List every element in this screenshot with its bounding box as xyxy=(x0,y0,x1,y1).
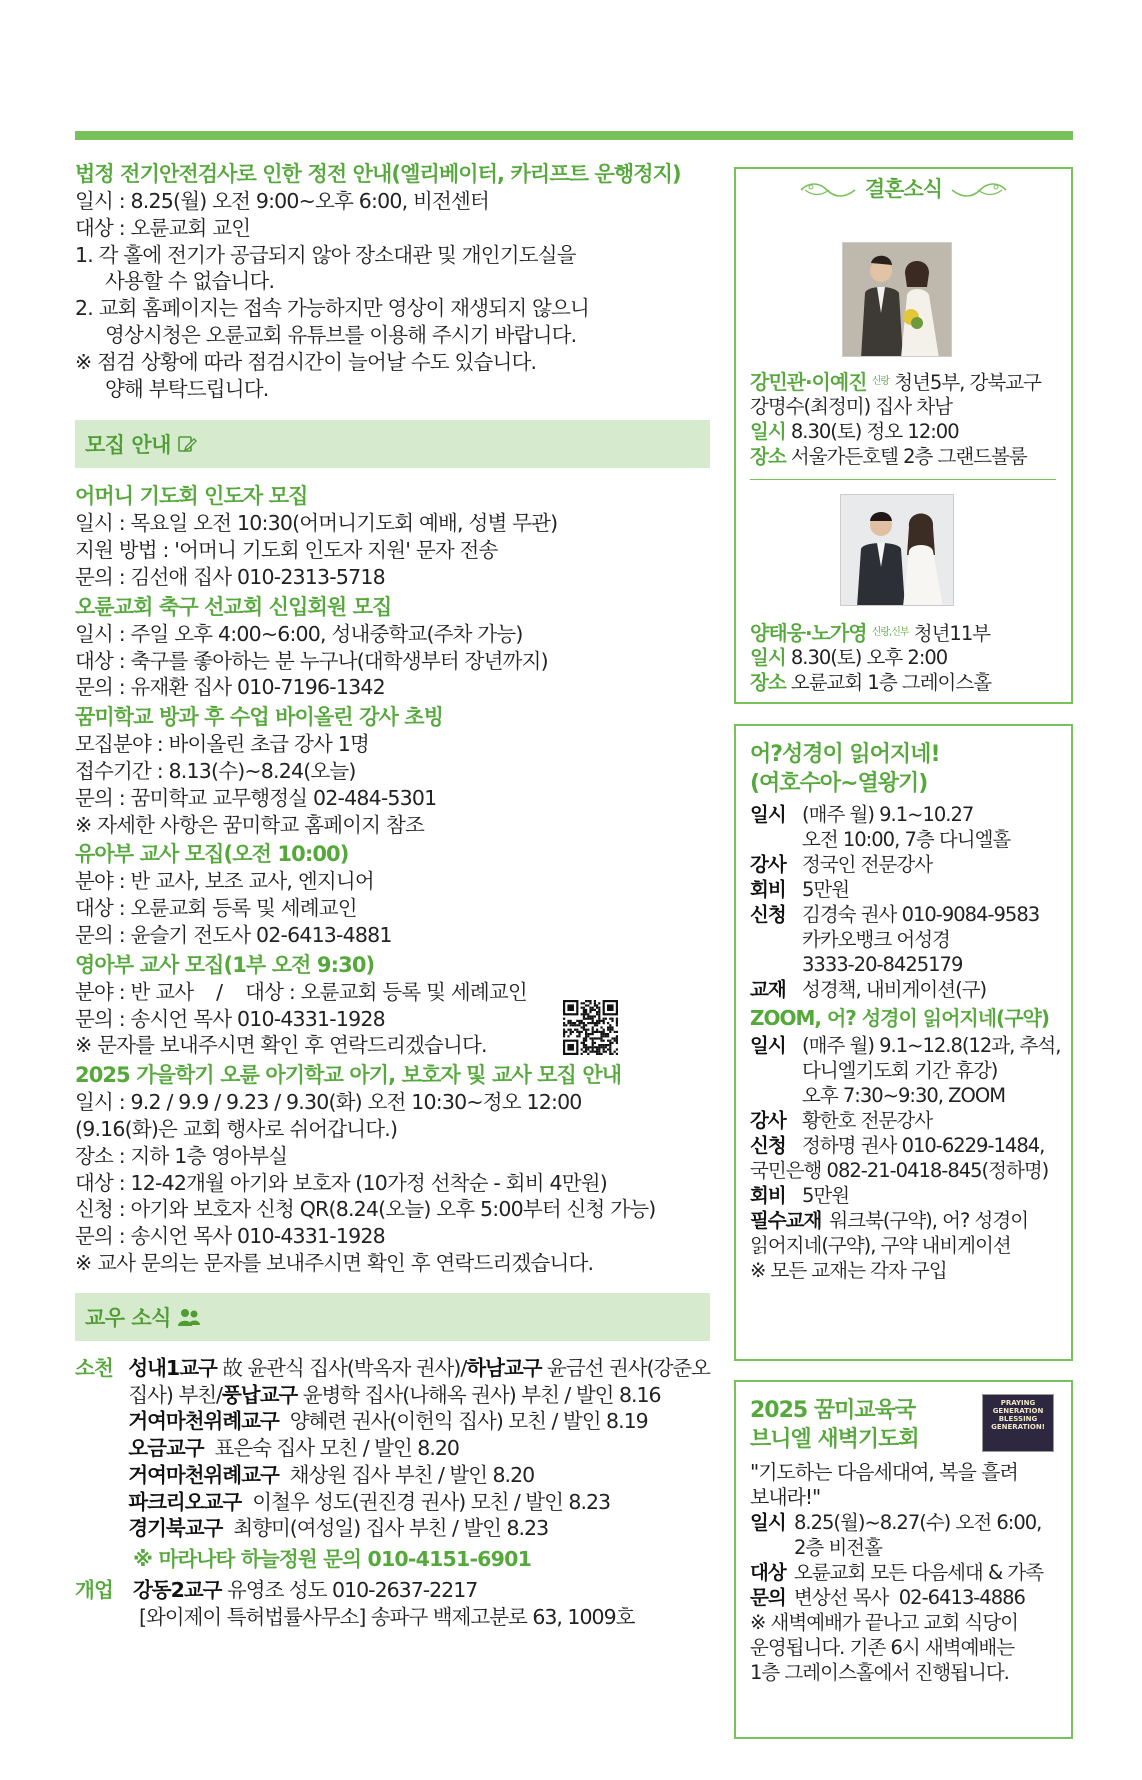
bible-row-value: 성경책, 내비게이션(구) xyxy=(802,978,987,1001)
bank-line: 국민은행 082-21-0418-845(정하명) xyxy=(750,1159,1049,1182)
bible-row-label: 교재 xyxy=(750,978,786,1001)
parish-name: 오금교구 xyxy=(128,1436,204,1461)
recruit-section-header xyxy=(75,420,710,468)
news-text: 故 윤관식 집사(박옥자 권사)/ xyxy=(216,1355,467,1380)
parish-name: 강동2교구 xyxy=(133,1578,222,1603)
bible-row xyxy=(750,902,1071,927)
people-icon xyxy=(177,1307,201,1327)
bible-row xyxy=(750,1083,1071,1108)
wedding-divider xyxy=(750,479,1056,480)
bible-row xyxy=(750,1133,1071,1158)
bible-row-value: 3333-20-8425179 xyxy=(802,953,963,976)
top-green-bar xyxy=(75,131,1073,140)
couple1-place: 서울가든호텔 2층 그랜드볼룸 xyxy=(785,445,1027,468)
dawn-target-label: 대상 xyxy=(750,1561,786,1584)
zoom-title: ZOOM, 어? 성경이 읽어지네(구약) xyxy=(750,1006,1049,1030)
couple1-photo xyxy=(842,242,952,357)
bible-row xyxy=(750,802,1071,827)
recruit-line: 대상 : 축구를 좋아하는 분 누구나(대학생부터 장년까지) xyxy=(75,648,548,673)
parish-name: 거여마천위례교구 xyxy=(128,1409,279,1434)
news-text: 양혜련 권사(이헌익 집사) 모친 / 발인 8.19 xyxy=(278,1409,648,1434)
notice-line: 대상 : 오륜교회 교인 xyxy=(75,215,251,240)
recruit-line: 문의 : 송시언 목사 010-4331-1928 xyxy=(75,1006,385,1031)
bible-row xyxy=(750,952,1071,977)
couple1-info2: 강명수(최정미) 집사 차남 xyxy=(750,395,952,418)
sochun-body xyxy=(128,1355,710,1543)
recruit-line: 분야 : 반 교사 / 대상 : 오륜교회 등록 및 세례교인 xyxy=(75,979,527,1004)
dawn-box xyxy=(734,1380,1073,1739)
recruit-item-title: 유아부 교사 모집(오전 10:00) xyxy=(75,842,349,867)
news-line xyxy=(128,1408,710,1435)
bible-row-label: 일시 xyxy=(750,803,786,826)
couple2-place-row xyxy=(750,670,991,695)
notice-line: 1. 각 홀에 전기가 공급되지 않아 장소대관 및 개인기도실을 xyxy=(75,242,576,267)
bible-row-value: 오후 7:30~9:30, ZOOM xyxy=(802,1084,1006,1107)
req-label: 필수교재 xyxy=(750,1209,822,1232)
zoom-rows xyxy=(750,1033,1071,1158)
parish-name: 경기북교구 xyxy=(128,1516,223,1541)
bible-box xyxy=(734,724,1073,1361)
couple1-names: 강민관·이예진 xyxy=(750,370,867,394)
notice-line: 사용할 수 없습니다. xyxy=(105,269,275,294)
news-text: 윤금선 권사(강준오 xyxy=(541,1355,710,1380)
recruit-line: 대상 : 12-42개월 아기와 보호자 (10가정 선착순 - 회비 4만원) xyxy=(75,1170,607,1195)
news-line xyxy=(133,1604,710,1631)
news-line xyxy=(128,1355,710,1382)
open-block xyxy=(75,1577,710,1631)
recruit-header-label: 모집 안내 xyxy=(85,433,171,458)
couple2-date-label: 일시 xyxy=(750,646,786,669)
recruit-line: 일시 : 목요일 오전 10:30(어머니기도회 예배, 성별 무관) xyxy=(75,511,558,536)
bible-row-value: (매주 월) 9.1~12.8(12과, 추석, xyxy=(802,1034,1061,1057)
notice-line: 2. 교회 홈페이지는 접속 가능하지만 영상이 재생되지 않으니 xyxy=(75,296,590,321)
dawn-note: 1층 그레이스홀에서 진행됩니다. xyxy=(750,1661,1009,1684)
couple1-place-label: 장소 xyxy=(750,445,786,468)
recruit-item-title: 꿈미학교 방과 후 수업 바이올린 강사 초빙 xyxy=(75,705,444,730)
ornament-left-icon xyxy=(799,180,857,200)
bible-row-label: 신청 xyxy=(750,1134,786,1157)
bible-row-label: 신청 xyxy=(750,903,786,926)
poster-text: GENERATION! xyxy=(991,1423,1045,1431)
news-line xyxy=(133,1577,710,1604)
parish-name: 풍납교구 xyxy=(221,1382,298,1407)
recruit-line: 문의 : 꿈미학교 교무행정실 02-484-5301 xyxy=(75,785,437,810)
bible-row xyxy=(750,827,1071,852)
couple1-date-row xyxy=(750,419,959,444)
dawn-quote2: 보내라!" xyxy=(750,1485,821,1509)
couple2-place: 오륜교회 1층 그레이스홀 xyxy=(785,671,992,694)
recruit-line: ※ 교사 문의는 문자를 보내주시면 확인 후 연락드리겠습니다. xyxy=(75,1250,594,1275)
dawn-date-label: 일시 xyxy=(750,1511,786,1534)
bible-row-value: 정국인 전문강사 xyxy=(802,853,933,876)
fee-row xyxy=(750,1183,1071,1208)
news-line xyxy=(128,1515,710,1542)
news-line xyxy=(128,1382,710,1409)
open-label: 개업 xyxy=(75,1578,114,1603)
news-text: 이철우 성도(권진경 권사) 모친 / 발인 8.23 xyxy=(241,1489,611,1514)
bible-row-value: 정하명 권사 010-6229-1484, xyxy=(802,1134,1045,1157)
notice-line: 영상시청은 오륜교회 유튜브를 이용해 주시기 바랍니다. xyxy=(105,322,577,347)
sochun-label: 소천 xyxy=(75,1355,114,1380)
notice-line: 일시 : 8.25(월) 오전 9:00~오후 6:00, 비전센터 xyxy=(75,189,490,213)
dawn-date-row xyxy=(750,1510,1071,1535)
recruit-line: 분야 : 반 교사, 보조 교사, 엔지니어 xyxy=(75,869,374,894)
bible-row xyxy=(750,852,1071,877)
couple2-line1 xyxy=(750,620,990,646)
couple2-place-label: 장소 xyxy=(750,671,786,694)
bible-row-value: 다니엘기도회 기간 휴강) xyxy=(802,1059,998,1082)
bible-row-label: 강사 xyxy=(750,1109,786,1132)
parish-name: 하남교구 xyxy=(466,1355,542,1380)
parish-name: 파크리오교구 xyxy=(128,1489,242,1514)
fee-value: 5만원 xyxy=(802,1184,850,1207)
bible-row-value: 황한호 전문강사 xyxy=(802,1109,933,1132)
recruit-line: 문의 : 윤슬기 전도사 02-6413-4881 xyxy=(75,922,392,947)
ornament-right-icon xyxy=(950,180,1008,200)
notice-line: ※ 점검 상황에 따라 점검시간이 늘어날 수도 있습니다. xyxy=(75,349,537,374)
recruit-line: 대상 : 오륜교회 등록 및 세례교인 xyxy=(75,896,357,921)
members-section-header xyxy=(75,1293,710,1341)
couple1-line1 xyxy=(750,369,1041,395)
news-text: 채상원 집사 부친 / 발인 8.20 xyxy=(278,1462,535,1487)
dawn-poster xyxy=(982,1394,1054,1452)
recruit-line: 접수기간 : 8.13(수)~8.24(오늘) xyxy=(75,758,356,783)
recruit-line: 장소 : 지하 1층 영아부실 xyxy=(75,1143,288,1168)
couple2-names: 양태웅·노가영 xyxy=(750,621,867,645)
recruit-line: 일시 : 9.2 / 9.9 / 9.23 / 9.30(화) 오전 10:30~정오 12:00 xyxy=(75,1090,582,1115)
wedding-title: 결혼소식 xyxy=(864,177,943,201)
bible-row-label: 강사 xyxy=(750,853,786,876)
couple2-date-row xyxy=(750,645,947,670)
fee-label: 회비 xyxy=(750,1184,786,1207)
bible-row xyxy=(750,1108,1071,1133)
bible-row-value: (매주 월) 9.1~10.27 xyxy=(802,803,974,826)
edit-icon xyxy=(177,434,197,454)
news-text: [와이제이 특허법률사무소] 송파구 백제고분로 63, 1009호 xyxy=(139,1604,635,1629)
sochun-block xyxy=(75,1355,710,1543)
news-text: 최향미(여성일) 집사 부친 / 발인 8.23 xyxy=(222,1516,549,1541)
dawn-quote1: "기도하는 다음세대여, 복을 흘려 xyxy=(750,1460,1018,1484)
bible-row xyxy=(750,877,1071,902)
wedding-box xyxy=(734,167,1073,704)
bible-row-value: 카카오뱅크 어성경 xyxy=(802,928,950,951)
dawn-date1: 8.25(월)~8.27(수) 오전 6:00, xyxy=(794,1511,1042,1534)
news-text: 유영조 성도 010-2637-2217 xyxy=(221,1578,478,1603)
couple2-date: 8.30(토) 오후 2:00 xyxy=(785,646,948,669)
notice-block xyxy=(75,160,710,402)
bible-row-value: 오전 10:00, 7층 다니엘홀 xyxy=(802,828,1011,851)
poster-text: PRAYING xyxy=(1000,1399,1036,1407)
open-body xyxy=(133,1577,710,1631)
recruit-item xyxy=(75,1061,710,1277)
dawn-date2: 2층 비전홀 xyxy=(794,1536,882,1559)
dawn-target: 오륜교회 모든 다음세대 & 가족 xyxy=(794,1561,1044,1584)
wedding-header xyxy=(736,175,1071,204)
dawn-note: 운영됩니다. 기존 6시 새벽예배는 xyxy=(750,1636,1015,1659)
bible-title2: (여호수아~열왕기) xyxy=(750,771,928,796)
dawn-ask-row xyxy=(750,1585,1071,1610)
req-line2: 읽어지네(구약), 구약 내비게이션 xyxy=(750,1234,1011,1257)
bible-row-label: 일시 xyxy=(750,1034,786,1057)
news-text: 집사) 부친/ xyxy=(128,1382,222,1407)
marnata-line: ※ 마라나타 하늘정원 문의 010-4151-6901 xyxy=(133,1547,532,1572)
notice-title: 법정 전기안전검사로 인한 정전 안내(엘리베이터, 카리프트 운행정지) xyxy=(75,162,681,186)
bible-row xyxy=(750,1033,1071,1058)
members-header-label: 교우 소식 xyxy=(85,1305,171,1330)
news-text: 표은숙 집사 모친 / 발인 8.20 xyxy=(203,1436,459,1461)
dawn-title2: 브니엘 새벽기도회 xyxy=(750,1427,919,1452)
recruit-line: 지원 방법 : '어머니 기도회 인도자 지원' 문자 전송 xyxy=(75,538,498,563)
recruit-line: 일시 : 주일 오후 4:00~6:00, 성내중학교(주차 가능) xyxy=(75,621,523,646)
bible-note: ※ 모든 교재는 각자 구입 xyxy=(750,1259,947,1282)
couple1-date: 8.30(토) 정오 12:00 xyxy=(785,420,959,443)
recruit-item xyxy=(75,703,710,838)
recruit-line: 문의 : 김선애 집사 010-2313-5718 xyxy=(75,564,385,589)
bible-row-label: 회비 xyxy=(750,878,786,901)
dawn-target-row xyxy=(750,1560,1071,1585)
dawn-title1: 2025 꿈미교육국 xyxy=(750,1398,916,1423)
recruit-line: 모집분야 : 바이올린 초급 강사 1명 xyxy=(75,732,369,757)
couple1-info1: 청년5부, 강북교구 xyxy=(889,371,1041,394)
recruit-item-title: 영아부 교사 모집(1부 오전 9:30) xyxy=(75,952,375,977)
recruit-item-title: 2025 가을학기 오륜 아기학교 아기, 보호자 및 교사 모집 안내 xyxy=(75,1063,622,1088)
parish-name: 성내1교구 xyxy=(128,1355,217,1380)
recruit-line: ※ 자세한 사항은 꿈미학교 홈페이지 참조 xyxy=(75,812,425,837)
couple1-tag: 신랑 xyxy=(871,376,890,387)
bible-title1: 어?성경이 읽어지네! xyxy=(750,742,940,767)
recruit-item xyxy=(75,840,710,948)
couple1-date-label: 일시 xyxy=(750,420,786,443)
bible-row-value: 5만원 xyxy=(802,878,850,901)
recruit-line: 문의 : 송시언 목사 010-4331-1928 xyxy=(75,1224,385,1249)
notice-line: 양해 부탁드립니다. xyxy=(105,376,269,401)
recruit-line: ※ 문자를 보내주시면 확인 후 연락드리겠습니다. xyxy=(75,1033,487,1058)
bible-row xyxy=(750,1058,1071,1083)
poster-text: BLESSING xyxy=(998,1415,1038,1423)
couple2-photo xyxy=(840,494,954,606)
left-column xyxy=(75,160,710,1631)
bible-row xyxy=(750,927,1071,952)
dawn-ask-label: 문의 xyxy=(750,1586,786,1609)
recruit-item-title: 어머니 기도회 인도자 모집 xyxy=(75,484,308,509)
recruit-line: 문의 : 유재환 집사 010-7196-1342 xyxy=(75,675,385,700)
bible-rows xyxy=(750,802,1071,1002)
recruit-item xyxy=(75,593,710,701)
recruit-item xyxy=(75,482,710,590)
couple2-info1: 청년11부 xyxy=(908,622,991,645)
dawn-ask: 변상선 목사 02-6413-4886 xyxy=(794,1586,1025,1609)
recruit-line: 신청 : 아기와 보호자 신청 QR(8.24(오늘) 오후 5:00부터 신청 가능) xyxy=(75,1197,656,1222)
bible-row-value: 김경숙 권사 010-9084-9583 xyxy=(802,903,1040,926)
couple2-tag: 신랑,신부 xyxy=(871,627,909,638)
news-line xyxy=(128,1462,710,1489)
bible-row xyxy=(750,977,1071,1002)
couple1-place-row xyxy=(750,444,1027,469)
req-value: 워크북(구약), 어? 성경이 xyxy=(829,1209,1029,1232)
news-line xyxy=(128,1489,710,1516)
news-text: 윤병학 집사(나해옥 권사) 부친 / 발인 8.16 xyxy=(297,1382,661,1407)
news-line xyxy=(128,1435,710,1462)
qr-code-icon[interactable] xyxy=(563,1000,618,1055)
req-row xyxy=(750,1208,1071,1233)
recruit-line: (9.16(화)은 교회 행사로 쉬어갑니다.) xyxy=(75,1116,398,1141)
dawn-note: ※ 새벽예배가 끝나고 교회 식당이 xyxy=(750,1611,1019,1634)
parish-name: 거여마천위례교구 xyxy=(128,1462,279,1487)
recruit-item-title: 오륜교회 축구 선교회 신입회원 모집 xyxy=(75,594,392,619)
poster-text: GENERATION xyxy=(992,1407,1044,1415)
